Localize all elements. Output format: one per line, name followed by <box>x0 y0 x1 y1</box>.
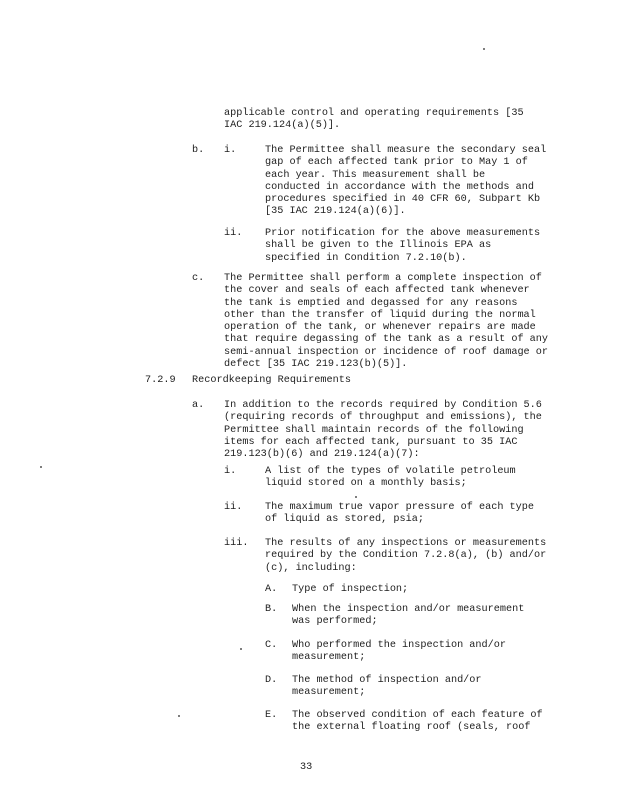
item-E-label: E. <box>265 710 278 721</box>
item-729a-text: In addition to the records required by Condition 5.6 (requiring records of throughput and emissions), the Permittee shall maintain records of the following items for each affected tank, pursuant to 35 IAC 219.123(b)(6) and 219.124(a)(7): <box>224 400 542 461</box>
item-b-ii-text: Prior notification for the above measurements shall be given to the Illinois EPA as specified in Condition 7.2.10(b). <box>265 228 541 264</box>
item-729a-iii-label: iii. <box>224 538 249 549</box>
scan-speck <box>240 648 242 650</box>
section-number: 7.2.9 <box>145 375 176 386</box>
scan-speck <box>355 496 357 498</box>
item-729a-ii-text: The maximum true vapor pressure of each type of liquid as stored, psia; <box>265 502 534 526</box>
item-b-i-label: i. <box>224 145 237 156</box>
item-c-label: c. <box>192 273 205 284</box>
item-729a-i-text: A list of the types of volatile petroleum liquid stored on a monthly basis; <box>265 466 516 490</box>
item-729a-label: a. <box>192 400 205 411</box>
item-B-text: When the inspection and/or measurement was performed; <box>292 604 525 628</box>
scan-speck <box>178 715 180 717</box>
item-D-text: The method of inspection and/or measurement; <box>292 675 482 699</box>
item-b-i-text: The Permittee shall measure the secondary seal gap of each affected tank prior to May 1 of each year. This measurement shall be conducted in accordance with the methods and procedures specified in 40 CFR 60, Subpart Kb [35 IAC 219.124(a)(6)]. <box>265 145 547 218</box>
item-b-ii-label: ii. <box>224 228 243 239</box>
item-729a-iii-text: The results of any inspections or measurements required by the Condition 7.2.8(a), (b) and/or (c), including: <box>265 538 547 574</box>
item-b-label: b. <box>192 145 205 156</box>
item-D-label: D. <box>265 675 278 686</box>
scan-speck <box>483 48 485 50</box>
item-C-label: C. <box>265 640 278 651</box>
section-title: Recordkeeping Requirements <box>192 375 351 386</box>
item-729a-ii-label: ii. <box>224 502 243 513</box>
scan-speck <box>40 466 42 468</box>
item-B-label: B. <box>265 604 278 615</box>
item-A-text: Type of inspection; <box>292 584 409 595</box>
item-c-text: The Permittee shall perform a complete inspection of the cover and seals of each affected tank whenever the tank is emptied and degassed for any reasons other than the transfer of liquid during the normal operation of the tank, or whenever repairs are made that require degassing of the tank as a result of any semi-annual inspection or incidence of roof damage or defect [35 IAC 219.123(b)(5)]. <box>224 273 549 371</box>
item-C-text: Who performed the inspection and/or measurement; <box>292 640 506 664</box>
carryover-paragraph: applicable control and operating requirements [35 IAC 219.124(a)(5)]. <box>224 108 524 132</box>
item-E-text: The observed condition of each feature of the external floating roof (seals, roof <box>292 710 543 734</box>
item-729a-i-label: i. <box>224 466 237 477</box>
page-number: 33 <box>300 762 313 773</box>
item-A-label: A. <box>265 584 278 595</box>
